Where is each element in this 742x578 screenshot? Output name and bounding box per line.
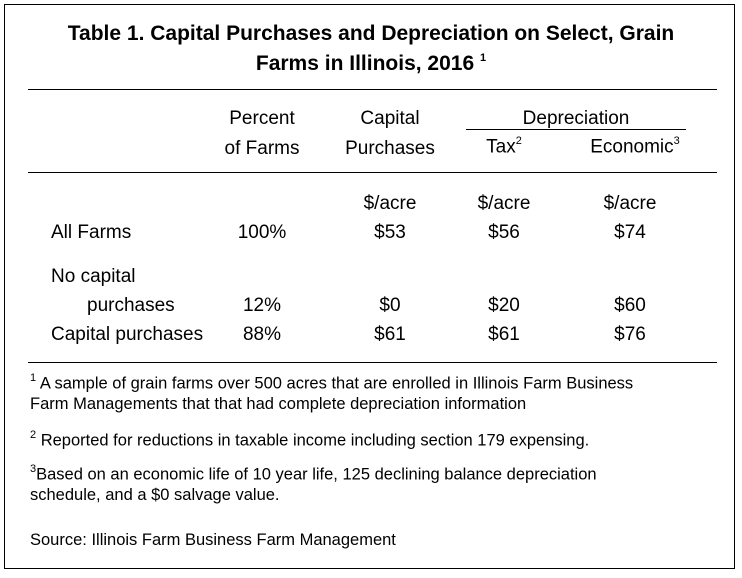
cell-tax: $61	[488, 324, 520, 345]
table-title-text: Farms in Illinois, 2016	[255, 52, 475, 75]
header-economic	[570, 136, 700, 158]
cell-capital: $61	[374, 324, 406, 345]
cell-capital: $0	[379, 295, 401, 316]
cell-percent: 88%	[242, 324, 282, 345]
top-rule	[28, 89, 717, 90]
footnote-rule	[28, 362, 717, 363]
cell-capital: $53	[374, 222, 406, 243]
footnote-2-text: Reported for reductions in taxable income including section 179 expensing.	[40, 431, 590, 450]
footnote-2-mark: 2	[30, 429, 37, 441]
cell-percent: 100%	[237, 222, 287, 243]
cell-economic: $60	[614, 295, 646, 316]
cell-economic: $76	[614, 324, 646, 345]
header-tax-mark: 2	[515, 135, 522, 147]
footnote-1-line2: Farm Managements that that had complete depreciation information	[30, 395, 527, 413]
footnote-3-mark: 3	[30, 463, 37, 475]
cell-economic: $74	[614, 222, 646, 243]
cell-tax: $56	[488, 222, 520, 243]
footnote-1-mark: 1	[30, 372, 37, 384]
table-title-line2	[0, 52, 742, 76]
row-label-all-farms: All Farms	[51, 222, 132, 243]
source-note: Source: Illinois Farm Business Farm Management	[30, 531, 396, 549]
cell-tax: $20	[488, 295, 520, 316]
header-percent-line2: of Farms	[224, 138, 300, 159]
footnote-3-line1	[30, 464, 597, 485]
unit-economic: $/acre	[603, 193, 657, 214]
footnote-3-text: Based on an economic life of 10 year life, 125 declining balance depreciation	[36, 465, 597, 484]
footnote-1-text: A sample of grain farms over 500 acres that are enrolled in Illinois Farm Business	[39, 374, 634, 393]
header-capital-line2: Purchases	[345, 138, 435, 159]
header-tax	[460, 136, 548, 158]
header-percent-line1: Percent	[229, 108, 295, 129]
header-tax-label: Tax	[486, 136, 516, 158]
depreciation-rule	[466, 129, 686, 130]
header-economic-mark: 3	[673, 135, 680, 147]
header-economic-label: Economic	[590, 136, 674, 158]
title-footnote-mark: 1	[479, 52, 487, 64]
footnote-2	[30, 430, 589, 451]
cell-percent: 12%	[242, 295, 282, 316]
header-capital-line1: Capital	[360, 108, 420, 129]
unit-tax: $/acre	[477, 193, 531, 214]
header-rule	[28, 172, 717, 173]
footnote-3-line2: schedule, and a $0 salvage value.	[30, 486, 280, 504]
footnote-1-line1	[30, 373, 633, 394]
unit-capital: $/acre	[363, 193, 417, 214]
table-title-line1: Table 1. Capital Purchases and Depreciation on Select, Grain	[67, 22, 675, 45]
row-label-no-capital-line1: No capital	[51, 266, 136, 287]
row-label-no-capital-line2: purchases	[87, 295, 175, 316]
row-label-capital-purchases: Capital purchases	[51, 324, 204, 345]
header-depreciation: Depreciation	[522, 108, 630, 129]
